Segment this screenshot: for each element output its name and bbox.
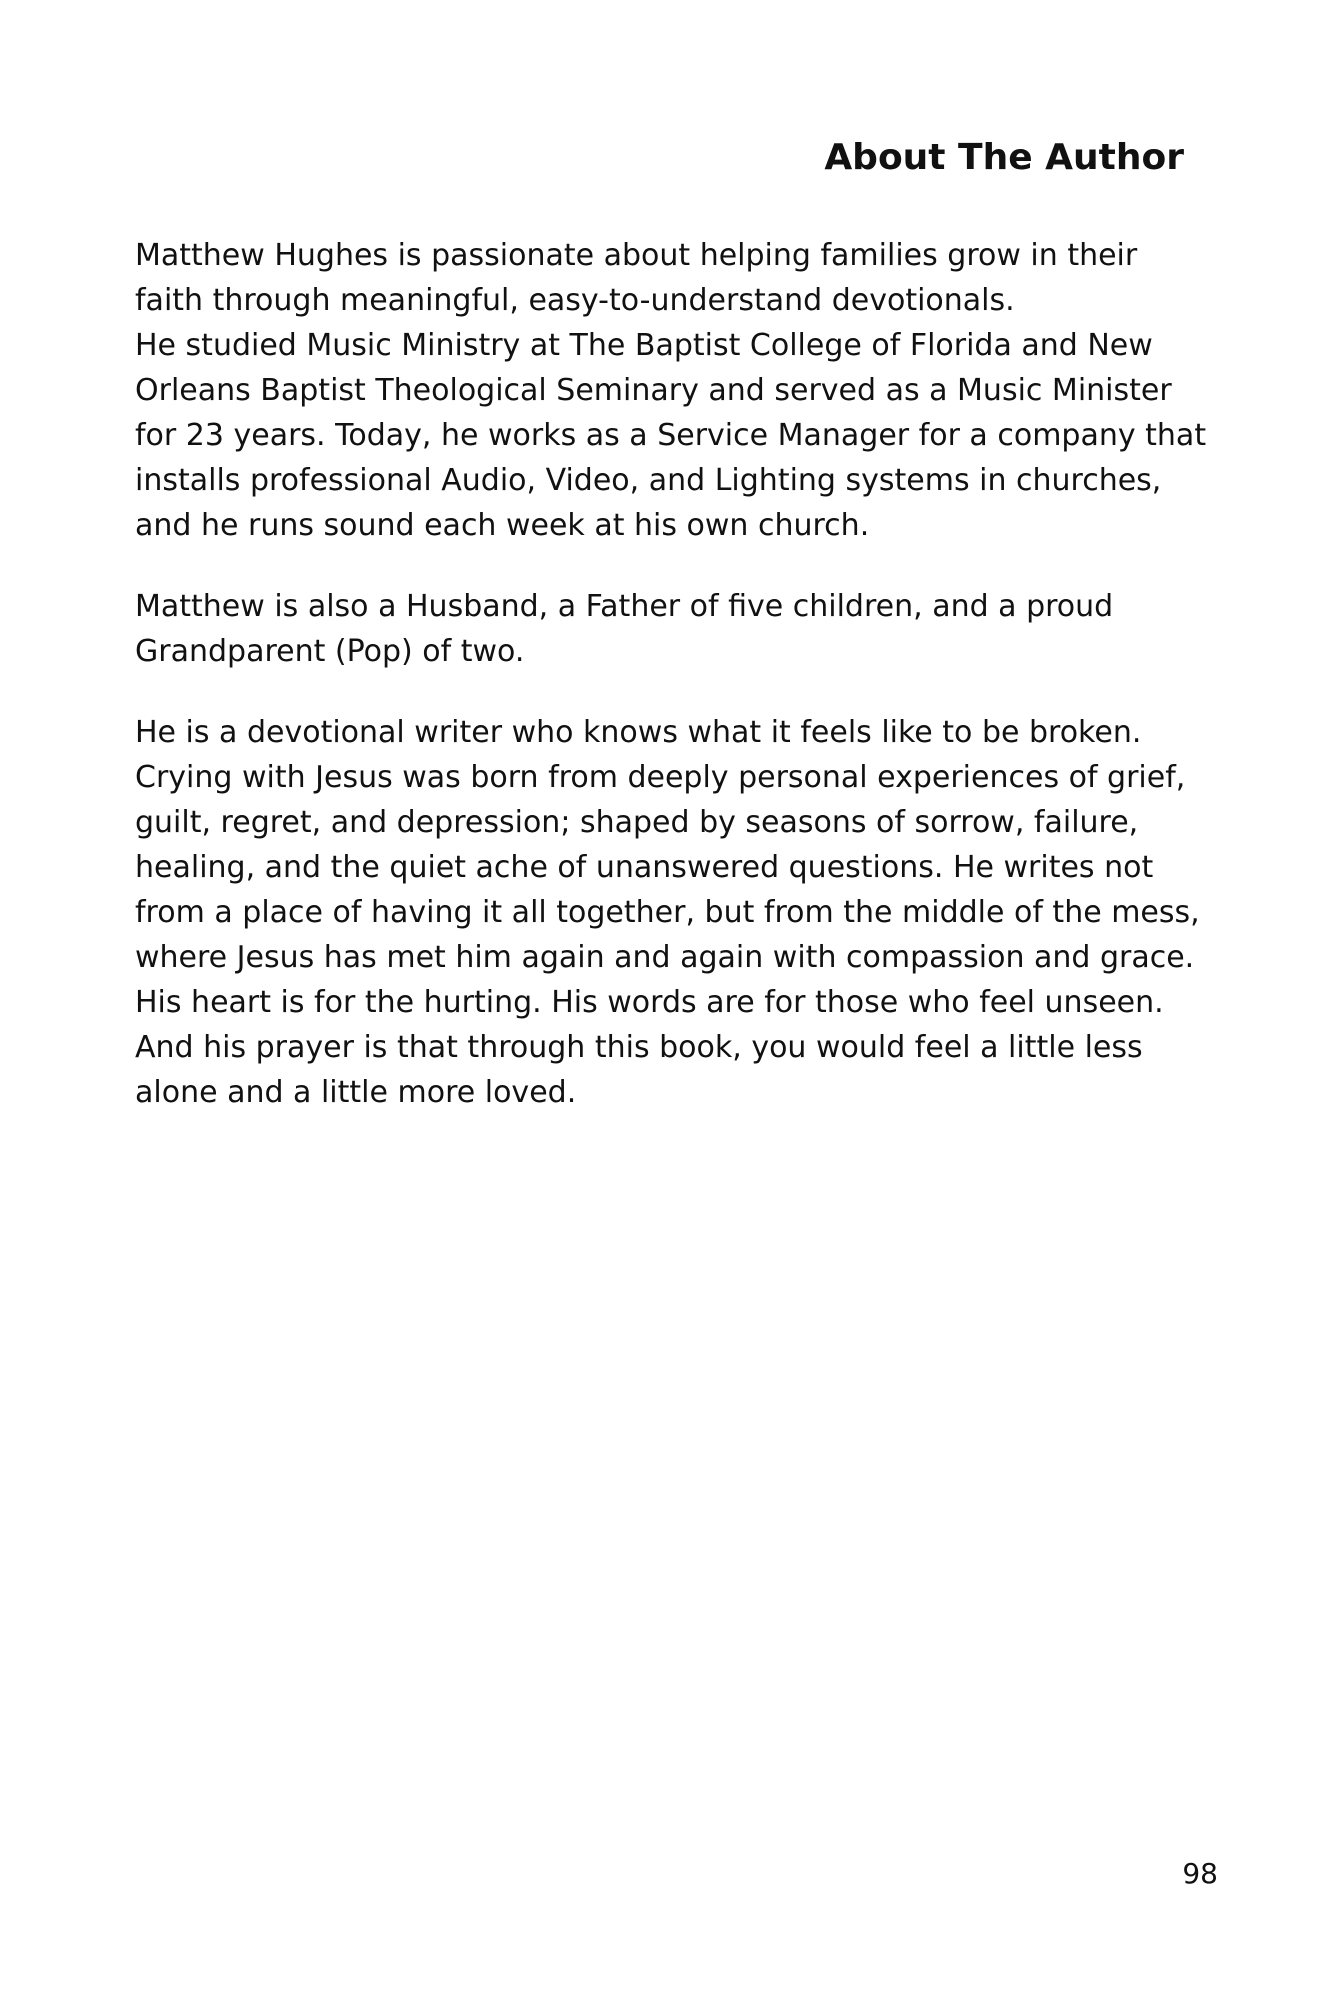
text-line: alone and a little more loved. bbox=[135, 1075, 577, 1110]
bio-paragraph-intro bbox=[135, 233, 1207, 548]
text-line: He is a devotional writer who knows what it feels like to be broken. bbox=[135, 715, 1142, 750]
text-line: His heart is for the hurting. His words are for those who feel unseen. bbox=[135, 985, 1164, 1020]
text-line: Grandparent (Pop) of two. bbox=[135, 634, 525, 669]
text-line: Matthew is also a Husband, a Father of five children, and a proud bbox=[135, 589, 1114, 624]
text-line: guilt, regret, and depression; shaped by seasons of sorrow, failure, bbox=[135, 805, 1139, 840]
text-line: healing, and the quiet ache of unanswered questions. He writes not bbox=[135, 850, 1154, 885]
text-line: for 23 years. Today, he works as a Service Manager for a company that bbox=[135, 418, 1207, 453]
text-line: And his prayer is that through this book, you would feel a little less bbox=[135, 1030, 1143, 1065]
text-line: and he runs sound each week at his own church. bbox=[135, 508, 870, 543]
text-line: installs professional Audio, Video, and Lighting systems in churches, bbox=[135, 463, 1162, 498]
text-line: He studied Music Ministry at The Baptist College of Florida and New bbox=[135, 328, 1153, 363]
text-line: where Jesus has met him again and again with compassion and grace. bbox=[135, 940, 1195, 975]
page-number: 98 bbox=[1182, 1857, 1218, 1890]
page-heading: About The Author bbox=[824, 137, 1184, 178]
text-line: Crying with Jesus was born from deeply personal experiences of grief, bbox=[135, 760, 1186, 795]
text-line: Orleans Baptist Theological Seminary and served as a Music Minister bbox=[135, 373, 1172, 408]
text-line: from a place of having it all together, but from the middle of the mess, bbox=[135, 895, 1200, 930]
text-line: faith through meaningful, easy-to-understand devotionals. bbox=[135, 283, 1015, 318]
bio-paragraph-devotional-writer bbox=[135, 710, 1200, 1115]
text-line: Matthew Hughes is passionate about helping families grow in their bbox=[135, 238, 1138, 273]
bio-paragraph-family bbox=[135, 584, 1195, 674]
author-bio bbox=[135, 233, 1207, 1115]
